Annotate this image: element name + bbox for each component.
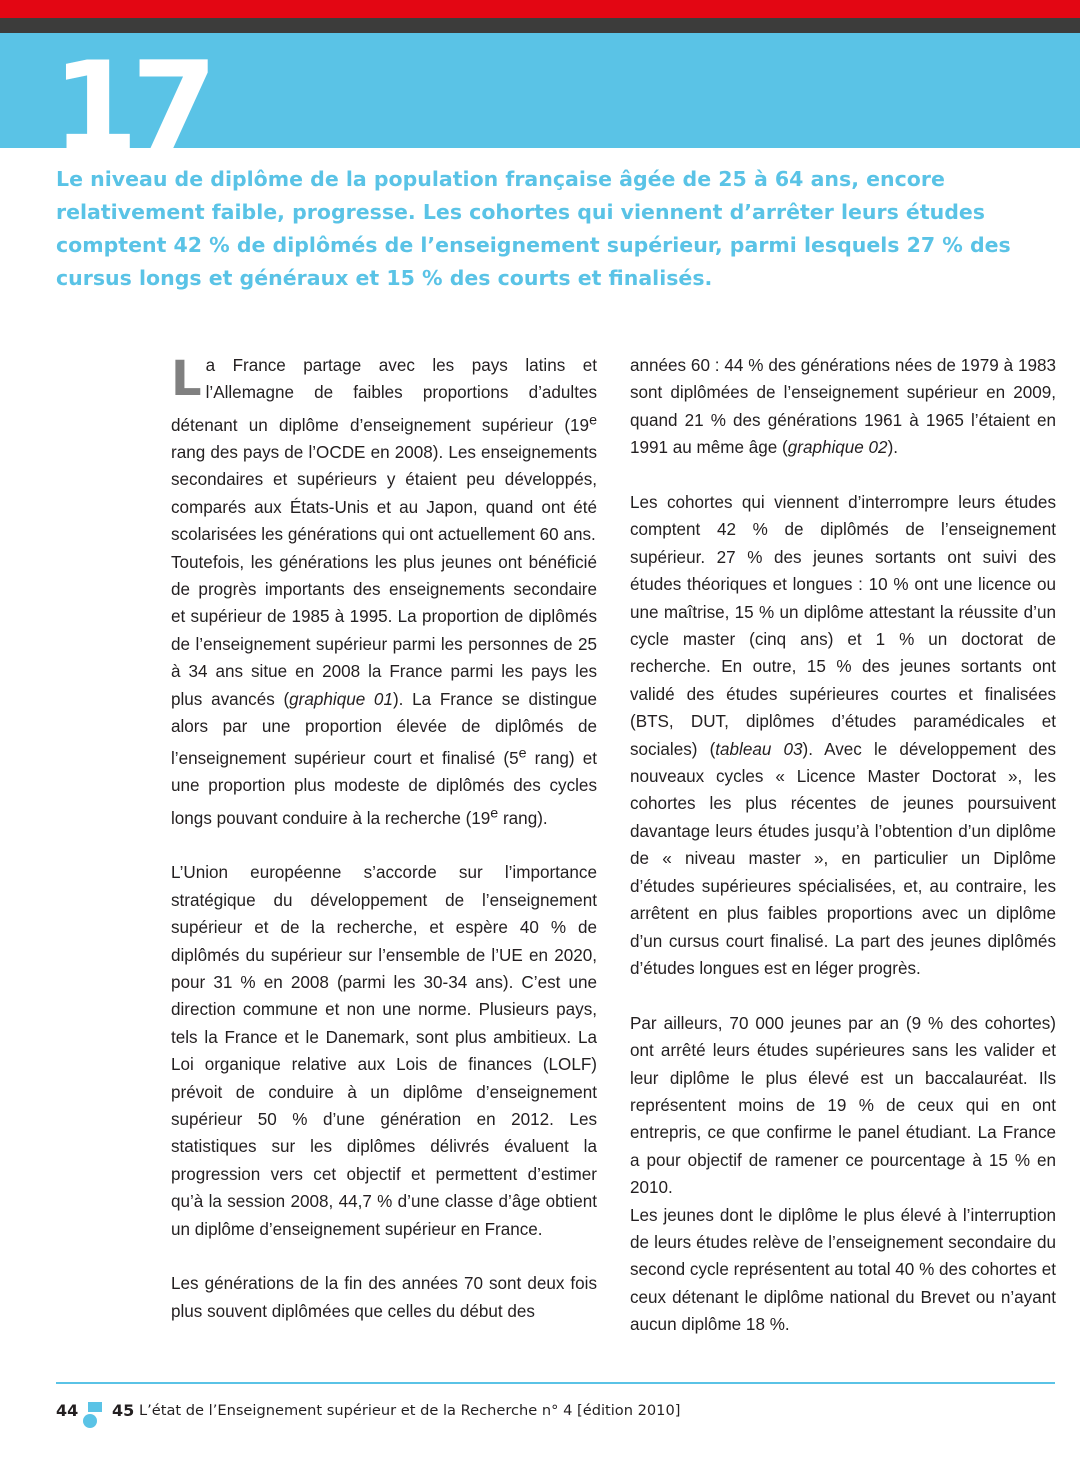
paragraph: Toutefois, les générations les plus jeunes ont bénéficié de progrès importants des enseignements secondaire et supérieur de 1985 à 1995. La proportion de diplômés de l’enseignement supérieur parmi les personnes de 25 à 34 ans situe en 2008 la France parmi les pays les plus avancés (graphique 01). La France se distingue alors par une proportion élevée de diplômés de l’enseignement supérieur court et finalisé (5e rang) et une proportion plus modeste de diplômés des cycles longs pouvant conduire à la recherche (19e rang). [171, 552, 597, 828]
top-red-band [0, 0, 1080, 18]
lead-paragraph: Le niveau de diplôme de la population française âgée de 25 à 64 ans, encore relativement faible, progresse. Les cohortes qui viennent d’arrêter leurs études comptent 42 % de diplômés de l’enseignement supérieur, parmi lesquels 27 % des cursus longs et généraux et 15 % des courts et finalisés. [56, 167, 1011, 290]
paragraph: Les jeunes dont le diplôme le plus élevé à l’interruption de leurs études relève de l’enseignement secondaire du second cycle représentent au total 40 % des cohortes et ceux détenant le diplôme national du Brevet ou n’ayant aucun diplôme 18 %. [630, 1205, 1056, 1335]
page-number-left: 44 [56, 1401, 79, 1420]
paragraph: Les cohortes qui viennent d’interrompre leurs études comptent 42 % de diplômés de l’enseignement supérieur. 27 % des jeunes sortants ont suivi des études théoriques et longues : 10 % ont une licence ou une maîtrise, 15 % un diplôme attestant la réussite d’un cycle master (cinq ans) et 1 % un doctorat de recherche. En outre, 15 % des jeunes sortants ont validé des études supérieures courtes et finalisées (BTS, DUT, diplômes d’études paramédicales et sociales) (tableau 03). Avec le développement des nouveaux cycles « Licence Master Doctorat », les cohortes les plus récentes de jeunes poursuivent davantage leurs études jusqu’à l’obtention d’un diplôme de « niveau master », en particulier un Diplôme d’études supérieures spécialisées, et, au contraire, les arrêtent en plus faibles proportions avec un diplôme d’un cursus court finalisé. La part des jeunes diplômés d’études longues est en léger progrès. [630, 493, 1057, 978]
paragraph: Par ailleurs, 70 000 jeunes par an (9 % des cohortes) ont arrêté leurs études supérieures sans les valider et leur diplôme le plus élevé est un baccalauréat. Ils représentent moins de 19 % de ceux qui en ont entrepris, ce que confirme le panel étudiant. La France a pour objectif de ramener ce pourcentage à 15 % en 2010. [630, 1013, 1056, 1198]
page-number-right: 45 [112, 1401, 135, 1420]
body-column-left [171, 352, 597, 1325]
footer-rule [56, 1382, 1055, 1384]
body-column-right [630, 352, 1056, 1339]
paragraph: années 60 : 44 % des générations nées de 1979 à 1983 sont diplômées de l’enseignement supérieur en 2009, quand 21 % des générations 1961 à 1965 l’étaient en 1991 au même âge (graphique 02). [630, 356, 1056, 458]
chapter-number: 17 [52, 36, 211, 180]
top-dark-band [0, 18, 1080, 33]
publication-title: L’état de l’Enseignement supérieur et de la Recherche n° 4 [édition 2010] [139, 1402, 681, 1419]
page-corner-icon [80, 1399, 106, 1429]
paragraph: Les générations de la fin des années 70 sont deux fois plus souvent diplômées que celles du début des [171, 1274, 597, 1321]
paragraph: L’Union européenne s’accorde sur l’importance stratégique du développement de l’enseignement supérieur et de la recherche, et espère 40 % de diplômés du supérieur sur l’ensemble de l’UE en 2020, pour 31 % en 2008 (parmi les 30-34 ans). C’est une direction commune et non une norme. Plusieurs pays, tels la France et le Danemark, sont plus ambitieux. La Loi organique relative aux Lois de finances (LOLF) prévoit de conduire à un diplôme d’enseignement supérieur 50 % d’une génération en 2012. Les statistiques sur les diplômes délivrés évaluent la progression vers cet objectif et permettent d’estimer qu’à la session 2008, 44,7 % d’une classe d’âge obtient un diplôme d’enseignement supérieur en France. [171, 863, 597, 1239]
drop-cap: L [171, 351, 202, 407]
paragraph: La France partage avec les pays latins et l’Allemagne de faibles proportions d’adultes détenant un diplôme d’enseignement supérieur (19e rang des pays de l’OCDE en 2008). Les enseignements secondaires et supérieurs y étaient peu développés, comparés aux États-Unis et au Japon, quand ont été scolarisées les générations qui ont actuellement 60 ans. [171, 351, 597, 545]
